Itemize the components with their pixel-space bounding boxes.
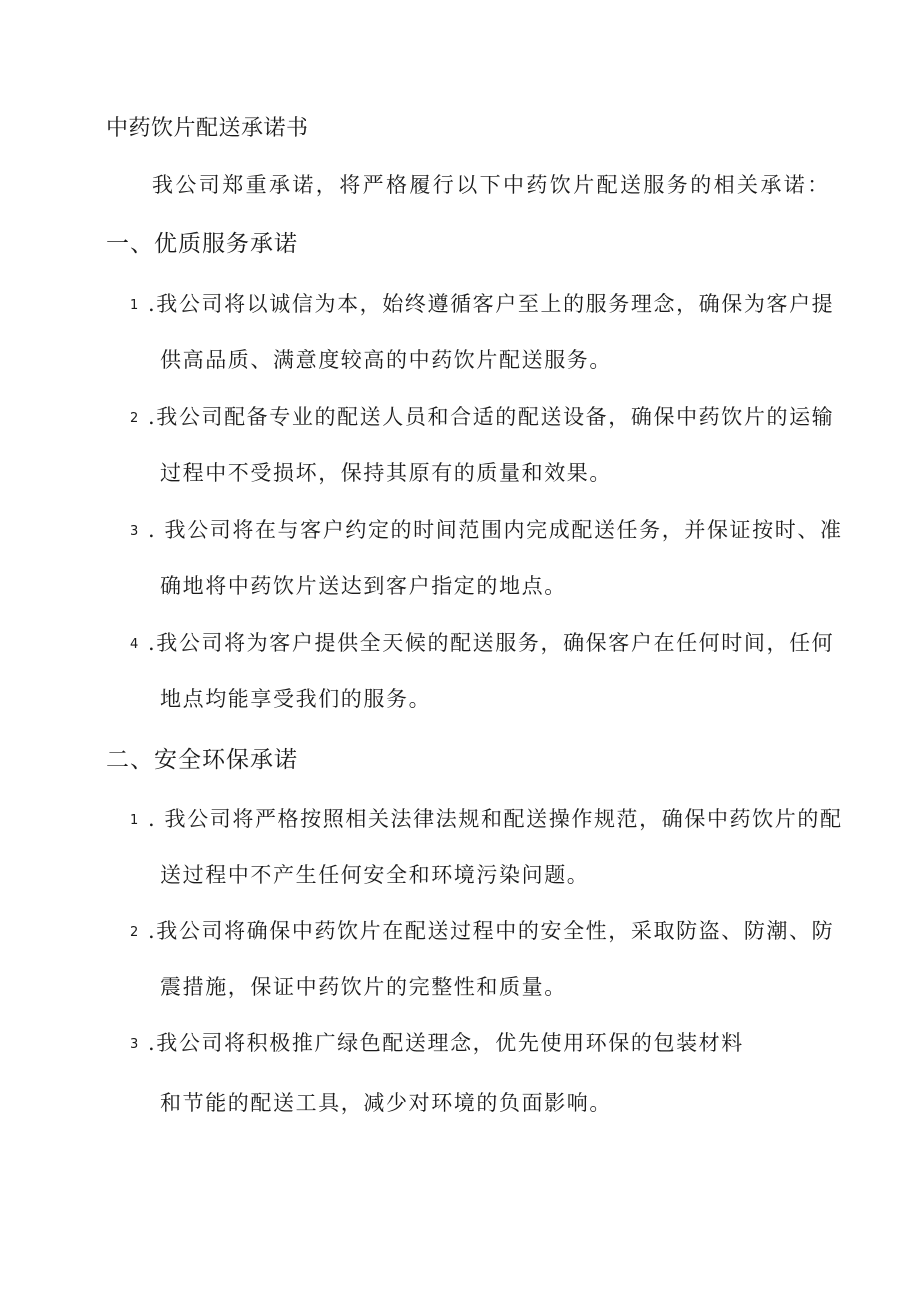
item-text-line1: . 我公司将在与客户约定的时间范围内完成配送任务，并保证按时、准	[148, 518, 843, 542]
item-text-line2: 和节能的配送工具，减少对环境的负面影响。	[160, 1091, 612, 1115]
intro-paragraph: 我公司郑重承诺，将严格履行以下中药饮片配送服务的相关承诺：	[152, 173, 831, 197]
item-text-line2: 确地将中药饮片送达到客户指定的地点。	[160, 574, 567, 598]
item-text-line2: 震措施，保证中药饮片的完整性和质量。	[160, 975, 567, 999]
item-text-line1: . 我公司将严格按照相关法律法规和配送操作规范，确保中药饮片的配	[148, 807, 843, 831]
list-item	[130, 803, 843, 915]
item-text-line1: .我公司将以诚信为本，始终遵循客户至上的服务理念，确保为客户提	[148, 292, 835, 316]
list-item	[130, 1027, 830, 1143]
list-item	[130, 627, 835, 739]
list-item	[130, 401, 835, 513]
document-title: 中药饮片配送承诺书	[106, 116, 309, 141]
item-text-line2: 地点均能享受我们的服务。	[160, 687, 432, 711]
item-number: 2	[130, 925, 139, 940]
item-text-line1: .我公司配备专业的配送人员和合适的配送设备，确保中药饮片的运输	[148, 405, 835, 429]
list-item	[130, 514, 843, 626]
item-text-line1: .我公司将积极推广绿色配送理念，优先使用环保的包装材料	[148, 1031, 744, 1055]
item-text-line1: .我公司将确保中药饮片在配送过程中的安全性，采取防盗、防潮、防	[148, 919, 835, 943]
list-item	[130, 915, 835, 1027]
item-number: 1	[130, 298, 139, 313]
item-number: 1	[130, 813, 139, 828]
list-item	[130, 288, 835, 400]
item-text-line2: 供高品质、满意度较高的中药饮片配送服务。	[160, 348, 612, 372]
item-text-line1: .我公司将为客户提供全天候的配送服务，确保客户在任何时间，任何	[148, 631, 835, 655]
section-heading-safety: 二、安全环保承诺	[106, 747, 298, 773]
item-number: 2	[130, 411, 139, 426]
item-number: 3	[130, 1037, 139, 1052]
item-text-line2: 送过程中不产生任何安全和环境污染问题。	[160, 863, 590, 887]
item-text-line2: 过程中不受损坏，保持其原有的质量和效果。	[160, 461, 612, 485]
section-heading-service: 一、优质服务承诺	[106, 231, 298, 257]
item-number: 4	[130, 637, 139, 652]
item-number: 3	[130, 524, 139, 539]
